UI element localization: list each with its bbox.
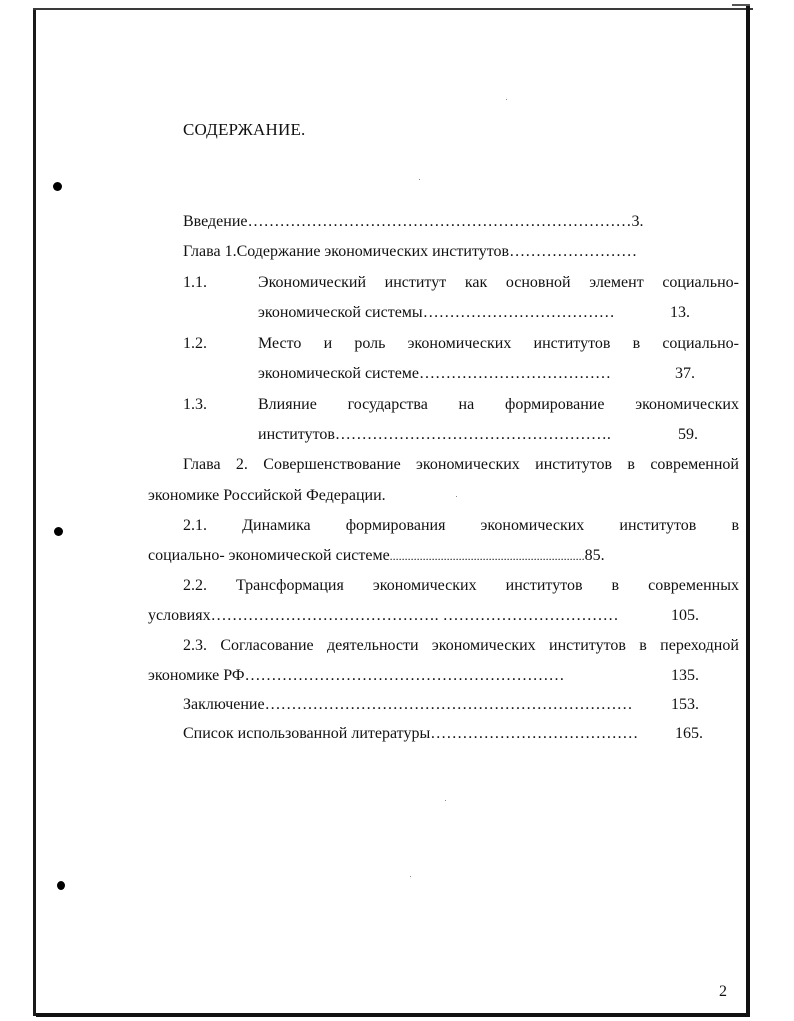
toc-word: институтов	[549, 637, 626, 654]
toc-word: государства	[347, 396, 428, 413]
toc-leader: .................................................................	[389, 549, 585, 563]
toc-entry-conclusion	[183, 695, 633, 715]
frame-bottom-edge	[36, 1013, 750, 1017]
toc-leader: …………………………………………….	[334, 426, 611, 443]
toc-entry-2-1-line-1	[183, 516, 739, 536]
scan-speck	[445, 800, 446, 801]
toc-entry-label: экономической системе	[258, 365, 420, 382]
toc-word: в	[731, 517, 739, 534]
toc-word: экономических	[372, 577, 477, 594]
toc-word: на	[458, 396, 475, 413]
toc-word: институт	[384, 274, 447, 291]
toc-word: современных	[648, 577, 739, 594]
toc-entry-label: Список использованной литературы	[183, 725, 431, 742]
page-number: 2	[719, 983, 727, 1000]
toc-word: в	[632, 335, 641, 352]
toc-entry-1-1-line-1	[258, 273, 739, 293]
page-title: СОДЕРЖАНИЕ.	[183, 120, 306, 139]
toc-word: экономических	[407, 335, 512, 352]
toc-entry-1-1-line-2	[258, 303, 615, 323]
toc-entry-chapter-1	[183, 242, 637, 262]
frame-right-edge	[746, 5, 750, 1016]
toc-entry-1-3-line-2	[258, 425, 611, 445]
toc-page-number: 153.	[671, 696, 699, 713]
toc-word: экономических	[431, 637, 536, 654]
frame-top-edge	[33, 8, 753, 10]
toc-word: формирования	[345, 517, 446, 534]
toc-leader: ………………………………	[422, 304, 615, 321]
toc-word: Трансформация	[236, 577, 344, 594]
toc-page-number: 3.	[631, 213, 644, 230]
punch-hole-bottom	[57, 881, 65, 890]
frame-left-edge	[33, 8, 36, 1016]
toc-entry-2-3-line-2	[148, 666, 565, 686]
scan-speck	[456, 496, 457, 497]
toc-entry-label: условиях	[148, 607, 211, 624]
toc-page-number: 13.	[670, 304, 690, 321]
toc-word: как	[464, 274, 488, 291]
toc-leader: ……………………	[509, 243, 638, 260]
toc-word: роль	[354, 335, 386, 352]
toc-entry-2-2-line-2	[148, 606, 619, 626]
toc-section-number: 1.1.	[183, 274, 207, 291]
toc-word: Динамика	[242, 517, 311, 534]
toc-word: в	[611, 577, 620, 594]
toc-entry-1-2-line-2	[258, 364, 611, 384]
toc-leader: ……………………………………………………	[244, 667, 565, 684]
toc-entry-chapter-2-line-2: экономике Российской Федерации.	[148, 487, 386, 504]
toc-entry-label: экономической системы	[258, 304, 423, 321]
toc-entry-label: Глава 1.Содержание экономических институтов	[183, 243, 510, 260]
toc-word: Влияние	[258, 396, 317, 413]
toc-entry-2-3-line-1	[183, 636, 739, 656]
punch-hole-top	[53, 182, 62, 191]
toc-leader: ………………………………	[419, 365, 612, 382]
toc-entry-label: социально- экономической системе	[148, 547, 390, 564]
toc-word: Место	[258, 335, 302, 352]
toc-word: формирование	[504, 396, 605, 413]
toc-word: основной	[505, 274, 571, 291]
toc-leader: ……………………………………. ……………………………	[210, 607, 619, 624]
toc-word: институтов	[619, 517, 697, 534]
toc-page-number: 59.	[678, 426, 698, 443]
toc-word: деятельности	[326, 637, 419, 654]
toc-leader: ……………………………………………………………	[264, 696, 633, 713]
toc-word: Экономический	[258, 274, 367, 291]
toc-section-number: 2.1.	[183, 517, 207, 534]
toc-word: переходной	[660, 637, 739, 654]
scan-corner-mark	[732, 4, 750, 6]
toc-word: элемент	[589, 274, 644, 291]
toc-entry-label: Введение	[183, 213, 248, 230]
toc-word: и	[323, 335, 333, 352]
toc-leader: …………………………………	[430, 725, 639, 742]
toc-word: институтов	[535, 456, 613, 473]
toc-entry-references	[183, 724, 638, 744]
toc-word: 2.	[235, 456, 248, 473]
toc-word: экономических	[416, 456, 520, 473]
toc-word: институтов	[533, 335, 611, 352]
toc-entry-2-2-line-1	[183, 576, 739, 596]
toc-page-number: 135.	[671, 667, 699, 684]
punch-hole-middle	[54, 527, 63, 536]
toc-word: современной	[650, 456, 739, 473]
toc-section-number: 2.2.	[183, 577, 207, 594]
toc-section-number: 1.3.	[183, 396, 207, 413]
toc-entry-label: Заключение	[183, 696, 265, 713]
scan-speck	[419, 179, 420, 180]
toc-page-number: 37.	[675, 365, 695, 382]
toc-page-number: 85.	[584, 547, 605, 564]
toc-word: экономических	[635, 396, 739, 413]
toc-word: Совершенствование	[263, 456, 401, 473]
toc-section-number: 2.3.	[183, 637, 207, 654]
toc-word: в	[627, 456, 635, 473]
toc-section-number: 1.2.	[183, 335, 207, 352]
toc-word: в	[639, 637, 647, 654]
toc-entry-1-3-line-1	[258, 395, 739, 415]
toc-leader: ………………………………………………………………	[247, 213, 632, 230]
scan-speck	[506, 99, 507, 100]
toc-entry-intro	[183, 212, 644, 232]
toc-word: социально-	[662, 274, 739, 291]
toc-word: Глава	[183, 456, 221, 473]
scan-speck	[410, 876, 411, 877]
toc-entry-1-2-line-1	[258, 334, 739, 354]
toc-entry-label: экономике РФ	[148, 667, 245, 684]
toc-page-number: 105.	[671, 607, 699, 624]
toc-entry-2-1-line-2	[148, 546, 605, 566]
toc-word: экономических	[480, 517, 585, 534]
toc-page-number: 165.	[675, 725, 703, 742]
toc-word: социально-	[662, 335, 739, 352]
toc-word: Согласование	[220, 637, 314, 654]
toc-word: институтов	[505, 577, 583, 594]
toc-entry-chapter-2-line-1	[183, 455, 739, 475]
toc-entry-label: институтов	[258, 426, 335, 443]
